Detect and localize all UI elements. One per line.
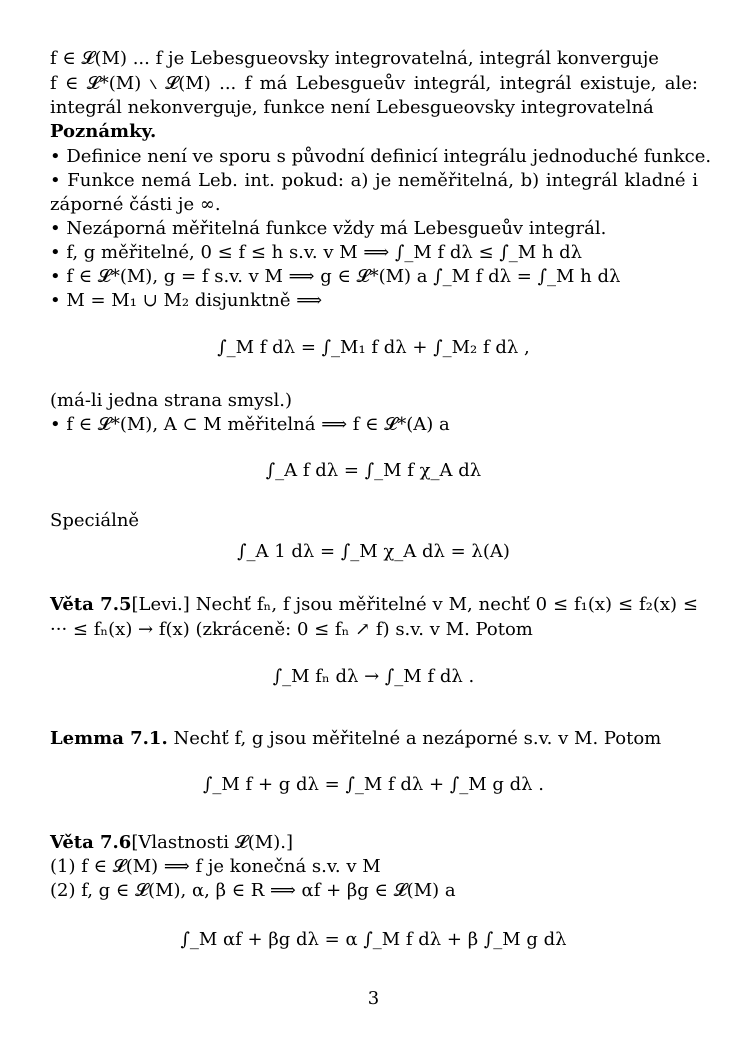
text-line: integrál nekonverguje, funkce není Lebesgueovsky integrovatelná <box>50 97 654 118</box>
display-equation: ∫_A f dλ = ∫_M f χ_A dλ <box>265 460 482 481</box>
display-equation: ∫_A 1 dλ = ∫_M χ_A dλ = λ(A) <box>237 541 510 562</box>
text-line: Věta 7.5[Levi.] Nechť fₙ, f jsou měřitelné v M, nechť 0 ≤ f₁(x) ≤ f₂(x) ≤ <box>50 594 698 615</box>
text-line: • Funkce nemá Leb. int. pokud: a) je neměřitelná, b) integrál kladné i <box>50 170 698 191</box>
text-line: • f ∈ 𝓛*(M), A ⊂ M měřitelná ⟹ f ∈ 𝓛*(A) a <box>50 414 450 435</box>
text-line: • f, g měřitelné, 0 ≤ f ≤ h s.v. v M ⟹ ∫_M f dλ ≤ ∫_M h dλ <box>50 242 583 263</box>
text-line: • Definice není ve sporu s původní definicí integrálu jednoduché funkce. <box>50 146 712 167</box>
text-line: (2) f, g ∈ 𝓛(M), α, β ∈ R ⟹ αf + βg ∈ 𝓛(M) a <box>50 880 456 901</box>
text-line: ··· ≤ fₙ(x) → f(x) (zkráceně: 0 ≤ fₙ ↗ f) s.v. v M. Potom <box>50 619 533 640</box>
text-line: (1) f ∈ 𝓛(M) ⟹ f je konečná s.v. v M <box>50 856 381 877</box>
text-line: Speciálně <box>50 510 140 531</box>
display-equation: ∫_M fₙ dλ → ∫_M f dλ . <box>272 666 475 687</box>
text-line: Poznámky. <box>50 121 157 142</box>
text-line: • M = M₁ ∪ M₂ disjunktně ⟹ <box>50 290 323 311</box>
text-line: • f ∈ 𝓛*(M), g = f s.v. v M ⟹ g ∈ 𝓛*(M) a ∫_M f dλ = ∫_M h dλ <box>50 266 621 287</box>
text-line: Věta 7.6[Vlastnosti 𝓛(M).] <box>50 832 293 853</box>
display-equation: ∫_M f dλ = ∫_M₁ f dλ + ∫_M₂ f dλ , <box>217 337 530 358</box>
text-line: záporné části je ∞. <box>50 194 221 215</box>
text-line: f ∈ 𝓛(M) ... f je Lebesgueovsky integrovatelná, integrál konverguje <box>50 48 659 69</box>
display-equation: ∫_M f + g dλ = ∫_M f dλ + ∫_M g dλ . <box>203 774 544 795</box>
text-line: • Nezáporná měřitelná funkce vždy má Lebesgueův integrál. <box>50 218 607 239</box>
text-line: Lemma 7.1. Nechť f, g jsou měřitelné a nezáporné s.v. v M. Potom <box>50 728 662 749</box>
page-number: 3 <box>367 988 380 1009</box>
text-line: f ∈ 𝓛*(M) ∖ 𝓛(M) ... f má Lebesgueův integrál, integrál existuje, ale: <box>50 73 698 94</box>
display-equation: ∫_M αf + βg dλ = α ∫_M f dλ + β ∫_M g dλ <box>180 929 567 950</box>
text-line: (má-li jedna strana smysl.) <box>50 390 293 411</box>
